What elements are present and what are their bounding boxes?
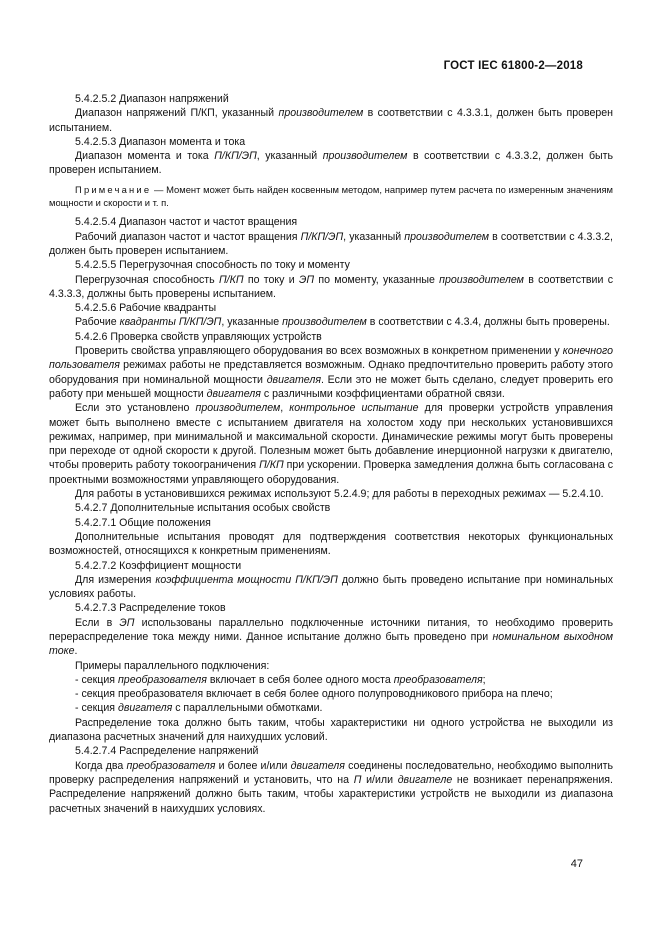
term: производителем (439, 273, 524, 286)
text: режимах работы не представляется возможным. Однако предпочтительно проверить работу этого оборудования при номинальной мощности (49, 359, 613, 386)
text: для проверки устройств управления может быть выполнено вместе с испытанием двигателя на холостом ходу при нескольких установившихся режимах, например, при минимальной и максимальной скорости. Динамические режимы могут быть проверены при переходе от одной скорости к другой. Полезным может быть добавление инерционной нагрузки к двигателю, чтобы проверить работу токоограничения (49, 402, 613, 472)
term: П/КП (218, 273, 244, 286)
term: производителем (195, 402, 281, 415)
paragraph (49, 230, 613, 259)
section-heading: 5.4.2.5.2 Диапазон напряжений (75, 93, 229, 105)
paragraph (49, 573, 613, 602)
text: Рабочий диапазон частот и частот вращения (75, 230, 301, 243)
paragraph (49, 315, 613, 329)
text: с параллельными обмотками. (172, 702, 323, 715)
term: производителем (282, 316, 367, 329)
paragraph (49, 401, 613, 487)
paragraph: Для работы в установившихся режимах используют 5.2.4.9; для работы в переходных режимах — 5.2.4.10. (75, 488, 604, 501)
paragraph: Дополнительные испытания проводят для подтверждения соответствия некоторых функциональных возможностей, относящихся к конкретным применениям. (49, 530, 613, 558)
text: , указанный (343, 230, 405, 243)
section-heading: 5.4.2.5.4 Диапазон частот и частот вращения (75, 216, 298, 229)
section-heading: 5.4.2.7.3 Распределение токов (75, 602, 226, 615)
text: , указанный (214, 107, 279, 120)
text: , указанный (256, 150, 323, 163)
list-item (49, 673, 613, 687)
text: . (74, 645, 78, 658)
term: ЭП (119, 616, 135, 629)
term: квадранты П/КП/ЭП (119, 316, 222, 329)
text: в соответствии с 4.3.3.2, должен быть проверен испытанием. (49, 230, 613, 257)
document-header-standard-id: ГОСТ IEC 61800-2—2018 (443, 60, 583, 72)
text: Рабочие (75, 316, 120, 329)
text: - секция (75, 673, 118, 686)
term: ЭП (299, 273, 315, 286)
text: использованы параллельно подключенные источники питания, то необходимо проверить перераспределение тока между ними. Данное испытание должно быть проведено при (49, 616, 614, 643)
term: двигателе (397, 773, 453, 786)
term: производителем (404, 230, 490, 243)
term: П/КП/ЭП (214, 150, 257, 163)
text: в соответствии с 4.3.3.3, должны быть проверены испытанием. (49, 273, 614, 300)
text: соединены последовательно, необходимо выполнить проверку распределения напряжений и установить, что на (49, 759, 613, 786)
text: , (280, 402, 290, 415)
term: двигателя (266, 373, 321, 386)
text: Перегрузочная способность (75, 273, 219, 286)
section-heading: 5.4.2.7.1 Общие положения (75, 516, 211, 529)
term: производителем (322, 150, 408, 163)
text: Проверить свойства управляющего оборудования во всех возможных в конкретном применении у (75, 345, 563, 358)
text: Для измерения (75, 573, 156, 586)
text: Когда два (75, 759, 127, 772)
text: . Если это не может быть сделано, следует проверить его работу при меньшей мощности (49, 373, 613, 400)
text: включает в себя более одного моста (206, 673, 394, 686)
term: коэффициента мощности П/КП/ЭП (155, 573, 338, 586)
text: при ускорении. Проверка замедления должна быть согласована с проектными возможностями управляющего оборудования. (49, 459, 613, 486)
term: двигателя (117, 702, 173, 715)
term: преобразователя (126, 759, 216, 772)
section-heading: 5.4.2.5.3 Диапазон момента и тока (75, 135, 246, 148)
text: должно быть проведено испытание при номинальных условиях работы. (49, 573, 613, 601)
text: с различными коэффициентами обратной связи. (260, 387, 505, 400)
paragraph (49, 759, 613, 816)
section-heading: 5.4.2.5.5 Перегрузочная способность по току и моменту (75, 259, 350, 272)
section-heading: 5.4.2.6 Проверка свойств управляющих устройств (75, 330, 322, 343)
text: по моменту, указанные (314, 273, 440, 286)
term: конечного пользователя (49, 345, 613, 372)
term: контрольное испытание (289, 402, 419, 415)
term: П (353, 773, 362, 786)
text: Диапазон момента и тока (75, 150, 215, 163)
text: в соответствии с 4.3.3.1, должен быть проверен испытанием. (49, 107, 614, 134)
text: Если в (75, 616, 120, 629)
paragraph (49, 344, 613, 401)
note-label: Примечание (75, 183, 152, 195)
note-text: — Момент может быть найден косвенным методом, например путем расчета по измеренным значениям мощности и скорости и т. п. (49, 183, 613, 208)
paragraph (49, 273, 613, 302)
paragraph: Распределение тока должно быть таким, чтобы характеристики ни одного устройства не выходили из диапазона расчетных значений для наихудших условий. (49, 716, 613, 744)
term: двигателя (206, 387, 261, 400)
page-body (49, 92, 613, 816)
term: двигателя (290, 759, 345, 772)
note (49, 184, 613, 210)
page-number: 47 (570, 858, 583, 870)
text: Диапазон напряжений (75, 107, 191, 120)
paragraph (49, 149, 613, 178)
term: П/КП (259, 459, 284, 472)
text: в соответствии с 4.3.4, должны быть проверены. (366, 316, 610, 329)
text: и более и/или (215, 759, 291, 772)
list-item (49, 701, 613, 715)
term: номинальном выходном токе (49, 630, 614, 658)
text: Если это установлено (75, 402, 196, 415)
text: ; (482, 673, 486, 686)
list-item: - секция преобразователя включает в себя более одного полупроводникового прибора на плечо; (75, 688, 553, 701)
paragraph (49, 106, 613, 135)
term: П/КП/ЭП (300, 230, 344, 243)
text: П/КП (190, 107, 215, 120)
text: не возникает перенапряжения. Распределение напряжений должно быть таким, чтобы характеристики устройств не выходили из диапазона расчетных значений в наихудших условиях. (49, 773, 613, 815)
paragraph (49, 616, 613, 659)
term: преобразователя (393, 673, 483, 686)
section-heading: 5.4.2.5.6 Рабочие квадранты (75, 302, 217, 315)
text: - секция (75, 702, 118, 715)
section-heading: 5.4.2.7.4 Распределение напряжений (75, 745, 259, 758)
text: и/или (361, 773, 398, 786)
section-heading: 5.4.2.7.2 Коэффициент мощности (75, 559, 242, 572)
text: по току и (243, 273, 299, 286)
section-heading: 5.4.2.7 Дополнительные испытания особых свойств (75, 502, 331, 515)
text: в соответствии с 4.3.3.2, должен быть проверен испытанием. (49, 150, 614, 177)
paragraph: Примеры параллельного подключения: (75, 659, 270, 672)
text: , указанные (221, 316, 283, 329)
term: производителем (278, 107, 364, 120)
term: преобразователя (117, 673, 207, 686)
